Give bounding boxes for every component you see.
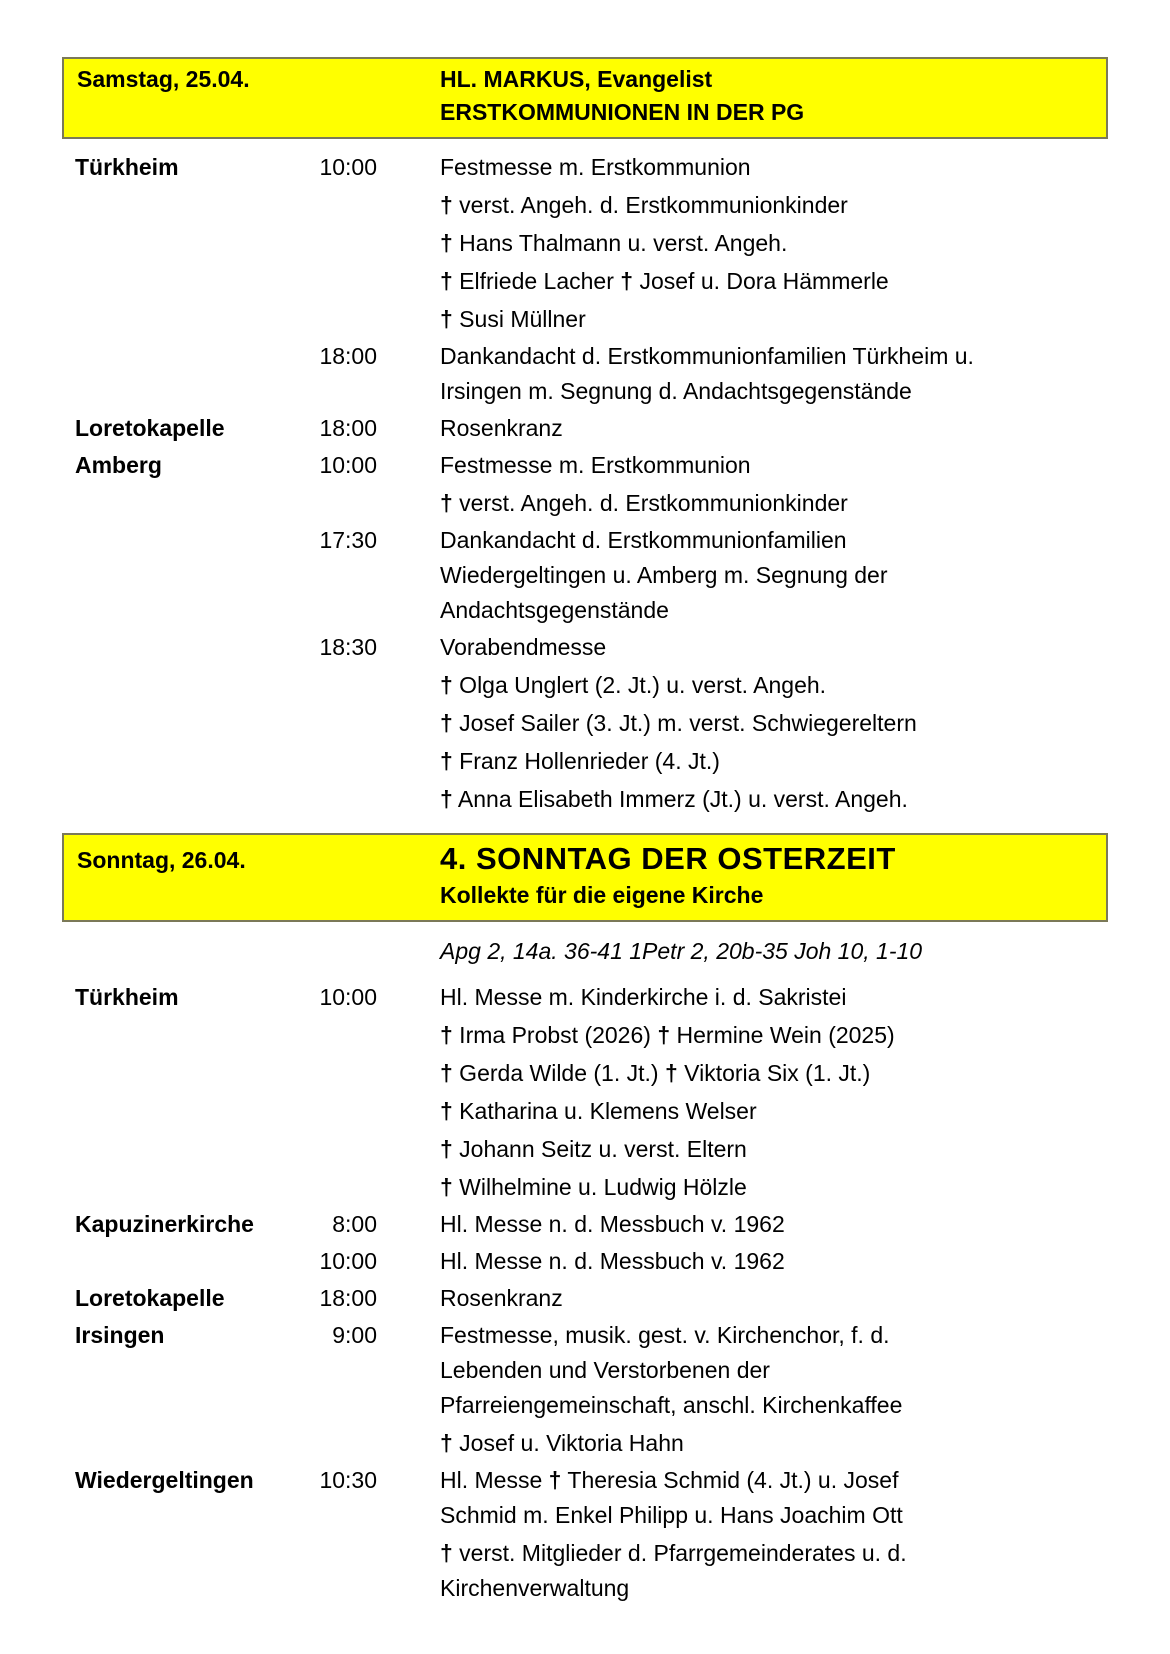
description-cell: [440, 448, 1055, 521]
dagger-icon: †: [657, 1022, 671, 1048]
description-cell: [440, 523, 1055, 628]
readings-line: Apg 2, 14a. 36-41 1Petr 2, 20b-35 Joh 10, 1-10: [440, 938, 923, 964]
description-cell: [440, 1281, 1055, 1316]
intention: [440, 1018, 1055, 1053]
dagger-icon: †: [440, 268, 453, 294]
day-title-line: HL. MARKUS, Evangelist: [440, 66, 713, 92]
time-cell: 18:30: [319, 634, 377, 660]
intention-line: Kirchenverwaltung: [440, 1575, 630, 1601]
description-cell: [440, 411, 1055, 446]
description-cell: [440, 1318, 1055, 1461]
intention-line: † Hans Thalmann u. verst. Angeh.: [440, 230, 788, 256]
dagger-icon: †: [440, 1430, 453, 1456]
description-line: Pfarreiengemeinschaft, anschl. Kirchenkaffee: [440, 1392, 903, 1418]
intention: [440, 744, 1055, 779]
day-title-line: ERSTKOMMUNIONEN IN DER PG: [440, 99, 805, 125]
intention-line: † verst. Mitglieder d. Pfarrgemeinderates u. d.: [440, 1540, 907, 1566]
intention-line: † Josef u. Viktoria Hahn: [440, 1430, 684, 1456]
day-date: Samstag, 25.04.: [77, 66, 250, 92]
description-line: Vorabendmesse: [440, 634, 607, 660]
location-cell: Kapuzinerkirche: [75, 1211, 254, 1237]
intention: [440, 302, 1055, 337]
description-cell: [440, 1244, 1055, 1279]
service-row: [62, 448, 1108, 521]
intention-line: † Olga Unglert (2. Jt.) u. verst. Angeh.: [440, 672, 827, 698]
dagger-icon: †: [440, 306, 453, 332]
dagger-icon: †: [440, 230, 453, 256]
description-line: Lebenden und Verstorbenen der: [440, 1357, 770, 1383]
description-line: Festmesse m. Erstkommunion: [440, 154, 751, 180]
intention-line: † Johann Seitz u. verst. Eltern: [440, 1136, 747, 1162]
description-line: Hl. Messe n. d. Messbuch v. 1962: [440, 1211, 785, 1237]
description-cell: [440, 1463, 1055, 1606]
intention: [440, 1170, 1055, 1205]
schedule: [62, 57, 1108, 1606]
service-rows: [62, 980, 1108, 1606]
location-cell: Amberg: [75, 452, 162, 478]
intention-line: † verst. Angeh. d. Erstkommunionkinder: [440, 192, 848, 218]
time-cell: 17:30: [319, 527, 377, 553]
intention: [440, 668, 1055, 703]
description-line: Rosenkranz: [440, 1285, 563, 1311]
service-row: [62, 339, 1108, 409]
time-cell: 10:00: [319, 154, 377, 180]
day-title-line: 4. SONNTAG DER OSTERZEIT: [440, 841, 896, 876]
time-cell: 10:00: [319, 984, 377, 1010]
day-header: [62, 833, 1108, 922]
dagger-icon: †: [440, 710, 453, 736]
intention-line: † verst. Angeh. d. Erstkommunionkinder: [440, 490, 848, 516]
time-cell: 18:00: [319, 415, 377, 441]
service-row: [62, 630, 1108, 817]
location-cell: Loretokapelle: [75, 415, 225, 441]
dagger-icon: †: [440, 1022, 453, 1048]
intention-line: † Susi Müllner: [440, 306, 586, 332]
description-line: Dankandacht d. Erstkommunionfamilien: [440, 527, 847, 553]
intention: [440, 1132, 1055, 1167]
description-line: Schmid m. Enkel Philipp u. Hans Joachim Ott: [440, 1502, 903, 1528]
service-row: [62, 1244, 1108, 1279]
intention-line: † Wilhelmine u. Ludwig Hölzle: [440, 1174, 747, 1200]
description-line: Hl. Messe m. Kinderkirche i. d. Sakristei: [440, 984, 847, 1010]
time-cell: 9:00: [332, 1322, 377, 1348]
intention: [440, 188, 1055, 223]
service-row: [62, 980, 1108, 1205]
service-row: [62, 150, 1108, 337]
dagger-icon: †: [440, 1060, 453, 1086]
intention: [440, 264, 1055, 299]
intention: [440, 706, 1055, 741]
description-line: Hl. Messe n. d. Messbuch v. 1962: [440, 1248, 785, 1274]
dagger-icon: †: [440, 490, 453, 516]
description-line: Wiedergeltingen u. Amberg m. Segnung der: [440, 562, 888, 588]
location-cell: Irsingen: [75, 1322, 165, 1348]
location-cell: Wiedergeltingen: [75, 1467, 254, 1493]
service-row: [62, 1281, 1108, 1316]
description-line: Festmesse m. Erstkommunion: [440, 452, 751, 478]
dagger-icon: †: [440, 1540, 453, 1566]
dagger-icon: †: [548, 1467, 562, 1493]
intention: [440, 1056, 1055, 1091]
time-cell: 10:30: [319, 1467, 377, 1493]
description-line: Dankandacht d. Erstkommunionfamilien Türkheim u.: [440, 343, 974, 369]
intention-line: † Irma Probst (2026) † Hermine Wein (2025): [440, 1022, 895, 1048]
location-cell: Loretokapelle: [75, 1285, 225, 1311]
description-line: Hl. Messe † Theresia Schmid (4. Jt.) u. Josef: [440, 1467, 899, 1493]
dagger-icon: †: [440, 1174, 453, 1200]
service-row: [62, 523, 1108, 628]
intention-line: † Josef Sailer (3. Jt.) m. verst. Schwiegereltern: [440, 710, 917, 736]
day-date: Sonntag, 26.04.: [77, 847, 246, 873]
time-cell: 10:00: [319, 452, 377, 478]
dagger-icon: †: [440, 192, 453, 218]
day-section: [62, 57, 1108, 817]
day-header: [62, 57, 1108, 139]
intention-line: † Franz Hollenrieder (4. Jt.): [440, 748, 720, 774]
day-title: [440, 63, 804, 129]
location-cell: Türkheim: [75, 154, 179, 180]
description-cell: [440, 980, 1055, 1205]
intention-line: † Katharina u. Klemens Welser: [440, 1098, 757, 1124]
dagger-icon: †: [440, 786, 453, 812]
description-line: Andachtsgegenstände: [440, 597, 669, 623]
time-cell: 18:00: [319, 1285, 377, 1311]
time-cell: 18:00: [319, 343, 377, 369]
service-row: [62, 1318, 1108, 1461]
service-row: [62, 411, 1108, 446]
day-title-line: Kollekte für die eigene Kirche: [440, 882, 764, 908]
description-line: Rosenkranz: [440, 415, 563, 441]
description-cell: [440, 150, 1055, 337]
intention-line: † Anna Elisabeth Immerz (Jt.) u. verst. Angeh.: [440, 786, 908, 812]
location-cell: Türkheim: [75, 984, 179, 1010]
dagger-icon: †: [664, 1060, 678, 1086]
dagger-icon: †: [440, 748, 453, 774]
dagger-icon: †: [440, 1136, 453, 1162]
dagger-icon: †: [440, 1098, 453, 1124]
description-cell: [440, 339, 1055, 409]
intention: [440, 226, 1055, 261]
intention: [440, 1426, 1055, 1461]
description-line: Festmesse, musik. gest. v. Kirchenchor, f. d.: [440, 1322, 890, 1348]
description-cell: [440, 630, 1055, 817]
intention: [440, 782, 1055, 817]
day-section: [62, 833, 1108, 1606]
intention: [440, 486, 1055, 521]
time-cell: 10:00: [319, 1248, 377, 1274]
dagger-icon: †: [620, 268, 634, 294]
service-rows: [62, 150, 1108, 817]
day-title: [440, 839, 896, 912]
intention-line: † Gerda Wilde (1. Jt.) † Viktoria Six (1. Jt.): [440, 1060, 871, 1086]
intention-line: † Elfriede Lacher † Josef u. Dora Hämmerle: [440, 268, 889, 294]
intention: [440, 1094, 1055, 1129]
dagger-icon: †: [440, 672, 453, 698]
time-cell: 8:00: [332, 1211, 377, 1237]
service-row: [62, 1207, 1108, 1242]
intention: [440, 1536, 1055, 1606]
description-line: Irsingen m. Segnung d. Andachtsgegenstände: [440, 378, 912, 404]
service-row: [62, 1463, 1108, 1606]
description-cell: [440, 1207, 1055, 1242]
